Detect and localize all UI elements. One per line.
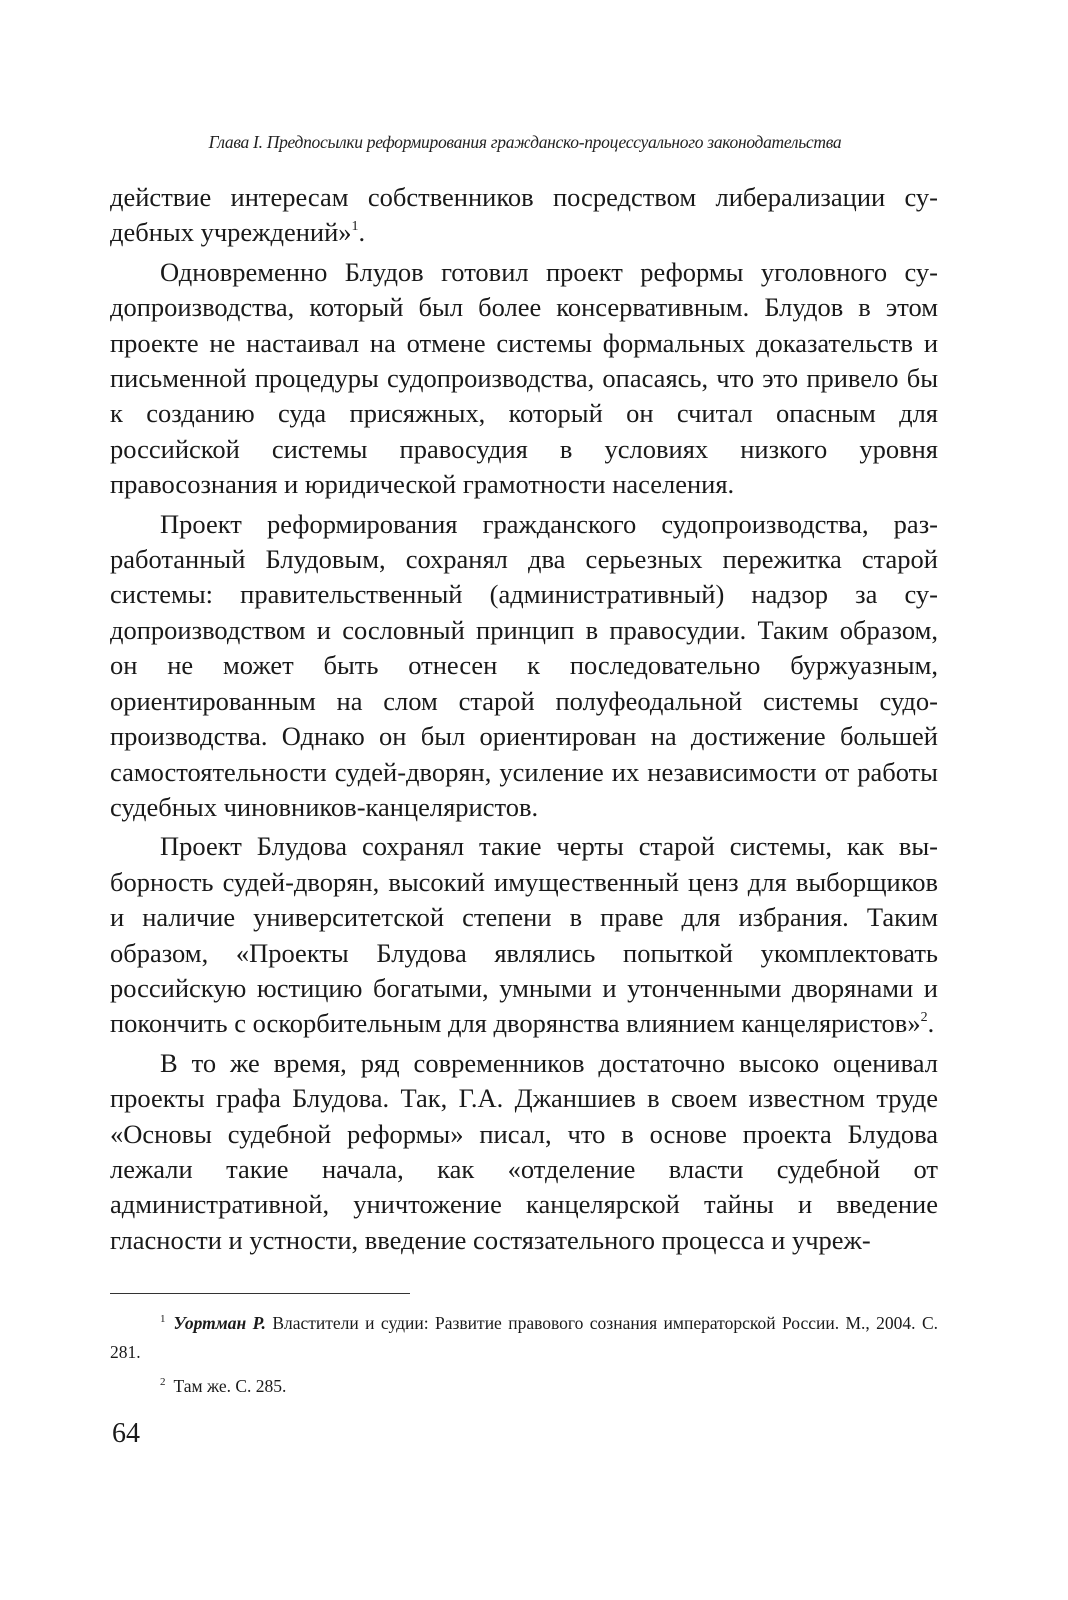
- footnotes: [110, 1310, 938, 1410]
- footnote-author: Уортман Р.: [173, 1313, 266, 1333]
- paragraph-tail: .: [927, 1008, 935, 1039]
- running-header: Глава I. Предпосылки реформирования гражданско-процессуального законодательства: [208, 132, 842, 152]
- footnote-number: 1: [160, 1313, 166, 1325]
- paragraph-3: Проект реформирования гражданского судопроизводства, разработанный Блудовым, сохранял два серьезных пережитка старой системы: правительственный (административный) надзор за судопроизводством и сословный принцип в правосудии. Таким образом, он не может быть отнесен к последовательно буржуазным, ориентированным на слом старой полуфеодальной системы судопроизводства. Однако он был ориентирован на достижение большей самостоятельности судей-дворян, усиление их независимости от работы судебных чиновников-канцеляристов.: [110, 508, 938, 822]
- paragraph-text: действие интересам собственников посредством либерализации судебных учреждений»: [110, 182, 938, 248]
- footnote-ref-2: 2: [920, 1010, 928, 1026]
- footnote-1: [110, 1310, 938, 1365]
- footnote-2: [110, 1373, 938, 1402]
- paragraph-text: Проект Блудова сохранял такие черты старой системы, как выборность судей-дворян, высокий имущественный ценз для выборщиков и наличие университетской степени в праве для избрания. Таким образом, «Проекты Блудова являлись попыткой укомплектовать российскую юстицию богатыми, умными и утонченными дворянами и покончить с оскорбительным для дворянства влиянием канцеляристов»: [110, 831, 938, 1039]
- footnote-text: Властители и судии: Развитие правового сознания императорской России. М., 2004. С. 281.: [110, 1313, 938, 1362]
- footnote-divider: [110, 1293, 410, 1294]
- paragraph-2: Одновременно Блудов готовил проект реформы уголовного судопроизводства, который был более консервативным. Блудов в этом проекте не настаивал на отмене системы формальных доказательств и письменной процедуры судопроизводства, опасаясь, что это привело бы к созданию суда присяжных, который он считал опасным для российской системы правосудия в условиях низкого уровня правосознания и юридической грамотности населения.: [110, 256, 938, 500]
- paragraph-tail: .: [358, 217, 366, 248]
- paragraph-4: [110, 829, 938, 1041]
- footnote-text: Там же. С. 285.: [173, 1376, 287, 1396]
- page-number: 64: [112, 1418, 140, 1449]
- paragraph-5: В то же время, ряд современников достаточно высоко оценивал проекты графа Блудова. Так, Г.А. Джаншиев в своем известном труде «Основы судебной реформы» писал, что в основе проекта Блудова лежали такие начала, как «отделение власти судебной от административной, уничтожение канцелярской тайны и введение гласности и устности, введение состязательного процесса и учреж-: [110, 1047, 938, 1255]
- paragraph-1: [110, 180, 938, 251]
- body-text: [110, 180, 938, 1258]
- footnote-number: 2: [160, 1376, 166, 1388]
- footnote-ref-1: 1: [351, 219, 359, 235]
